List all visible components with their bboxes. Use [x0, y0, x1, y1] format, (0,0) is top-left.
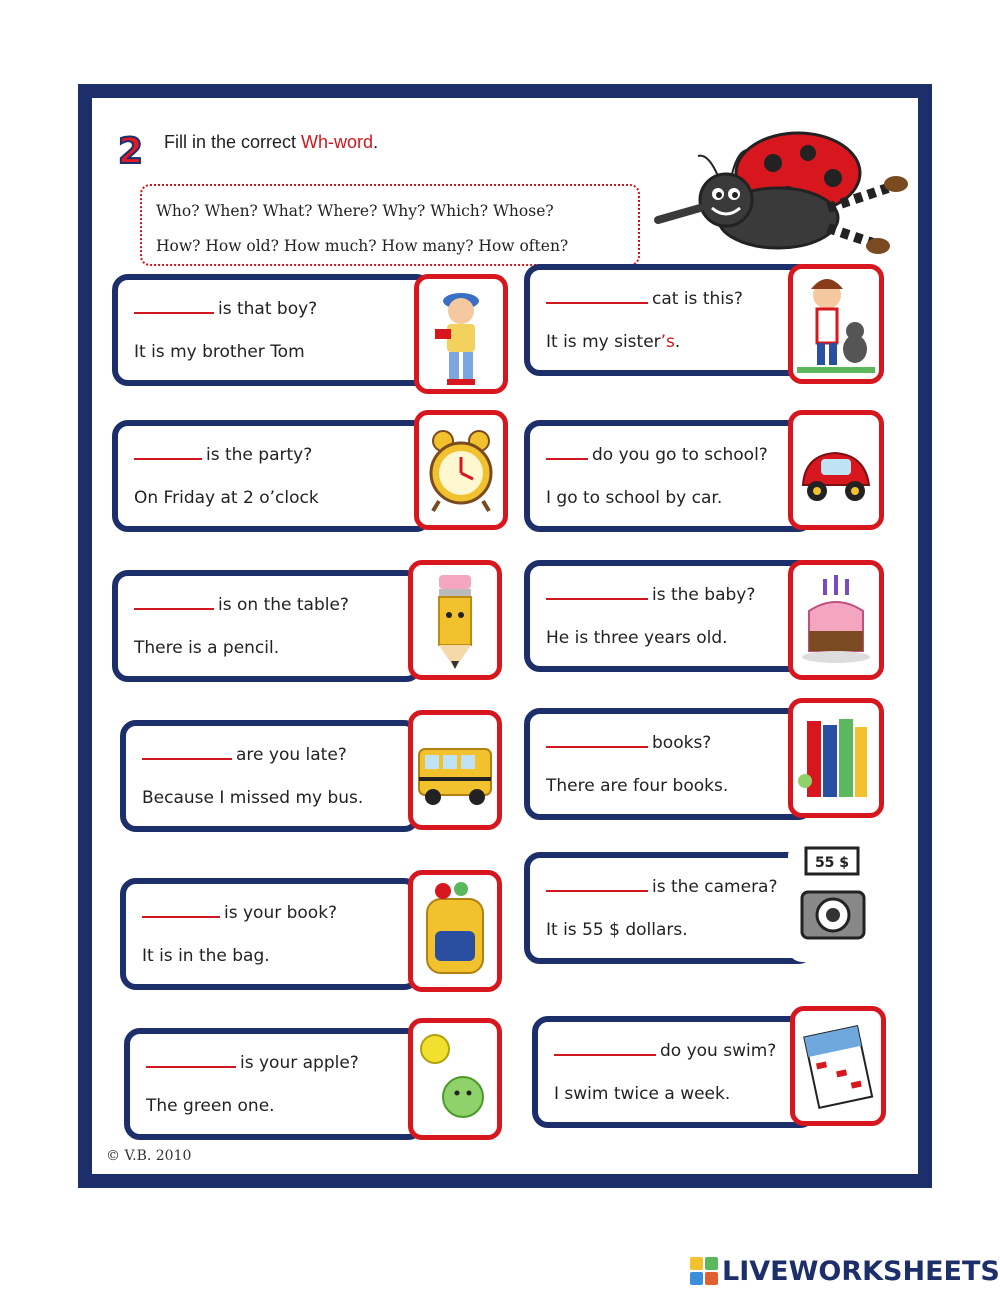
- school-bus-icon: [413, 715, 497, 825]
- worksheet: [78, 84, 932, 1188]
- question-card-12: do you swim? I swim twice a week.: [532, 1016, 816, 1128]
- picture-frame-7: [408, 710, 502, 830]
- pencil-icon: [413, 565, 497, 675]
- backpack-icon: [413, 875, 497, 987]
- question-card-7: are you late? Because I missed my bus.: [120, 720, 420, 832]
- word-bank-line-1: Who? When? What? Where? Why? Which? Whose?: [156, 202, 554, 220]
- exercise-number: 2: [118, 131, 144, 172]
- answer-blank-12[interactable]: [554, 1040, 656, 1056]
- picture-frame-1: [414, 274, 508, 394]
- question-card-8: books? There are four books.: [524, 708, 814, 820]
- liveworksheets-logo-icon: [690, 1257, 718, 1285]
- question-card-9: is your book? It is in the bag.: [120, 878, 420, 990]
- liveworksheets-logo: [690, 1254, 1000, 1288]
- books-icon: [793, 703, 879, 813]
- instruction: Fill in the correct Wh-word.: [164, 132, 379, 152]
- answer-blank-5[interactable]: [134, 594, 214, 610]
- girl-cat-icon: [793, 269, 879, 379]
- picture-frame-9: [408, 870, 502, 992]
- question-card-5: is on the table? There is a pencil.: [112, 570, 422, 682]
- question-card-10: is the camera? It is 55 $ dollars.: [524, 852, 814, 964]
- picture-frame-10: [788, 842, 884, 962]
- question-card-3: is the party? On Friday at 2 o’clock: [112, 420, 432, 532]
- answer-blank-6[interactable]: [546, 584, 648, 600]
- question-card-1: is that boy? It is my brother Tom: [112, 274, 432, 386]
- answer-blank-4[interactable]: [546, 444, 588, 460]
- picture-frame-3: [414, 410, 508, 530]
- brand-name: LIVEWORKSHEETS: [722, 1255, 1000, 1287]
- question-card-2: cat is this? It is my sister’s.: [524, 264, 814, 376]
- picture-frame-2: [788, 264, 884, 384]
- answer-blank-8[interactable]: [546, 732, 648, 748]
- word-bank-line-2: How? How old? How much? How many? How often?: [156, 237, 569, 255]
- answer-blank-7[interactable]: [142, 744, 232, 760]
- word-bank: [140, 184, 640, 266]
- apples-icon: [413, 1023, 497, 1135]
- copyright: © V.B. 2010: [106, 1148, 192, 1164]
- question-card-4: do you go to school? I go to school by car.: [524, 420, 814, 532]
- answer-blank-10[interactable]: [546, 876, 648, 892]
- answer-blank-2[interactable]: [546, 288, 648, 304]
- picture-frame-12: [790, 1006, 886, 1126]
- ladybug-icon: [648, 128, 910, 268]
- picture-frame-11: [408, 1018, 502, 1140]
- car-icon: [793, 415, 879, 525]
- answer-blank-9[interactable]: [142, 902, 220, 918]
- camera-icon: [788, 842, 884, 962]
- price-tag-text: 55 $: [814, 855, 850, 871]
- question-card-11: is your apple? The green one.: [124, 1028, 424, 1140]
- picture-frame-6: [788, 560, 884, 680]
- boy-icon: [419, 279, 503, 389]
- answer-blank-11[interactable]: [146, 1052, 236, 1068]
- picture-frame-4: [788, 410, 884, 530]
- answer-blank-1[interactable]: [134, 298, 214, 314]
- answer-blank-3[interactable]: [134, 444, 202, 460]
- calendar-icon: [795, 1011, 881, 1121]
- picture-frame-8: [788, 698, 884, 818]
- picture-frame-5: [408, 560, 502, 680]
- birthday-cake-icon: [793, 565, 879, 675]
- alarm-clock-icon: [419, 415, 503, 525]
- question-card-6: is the baby? He is three years old.: [524, 560, 814, 672]
